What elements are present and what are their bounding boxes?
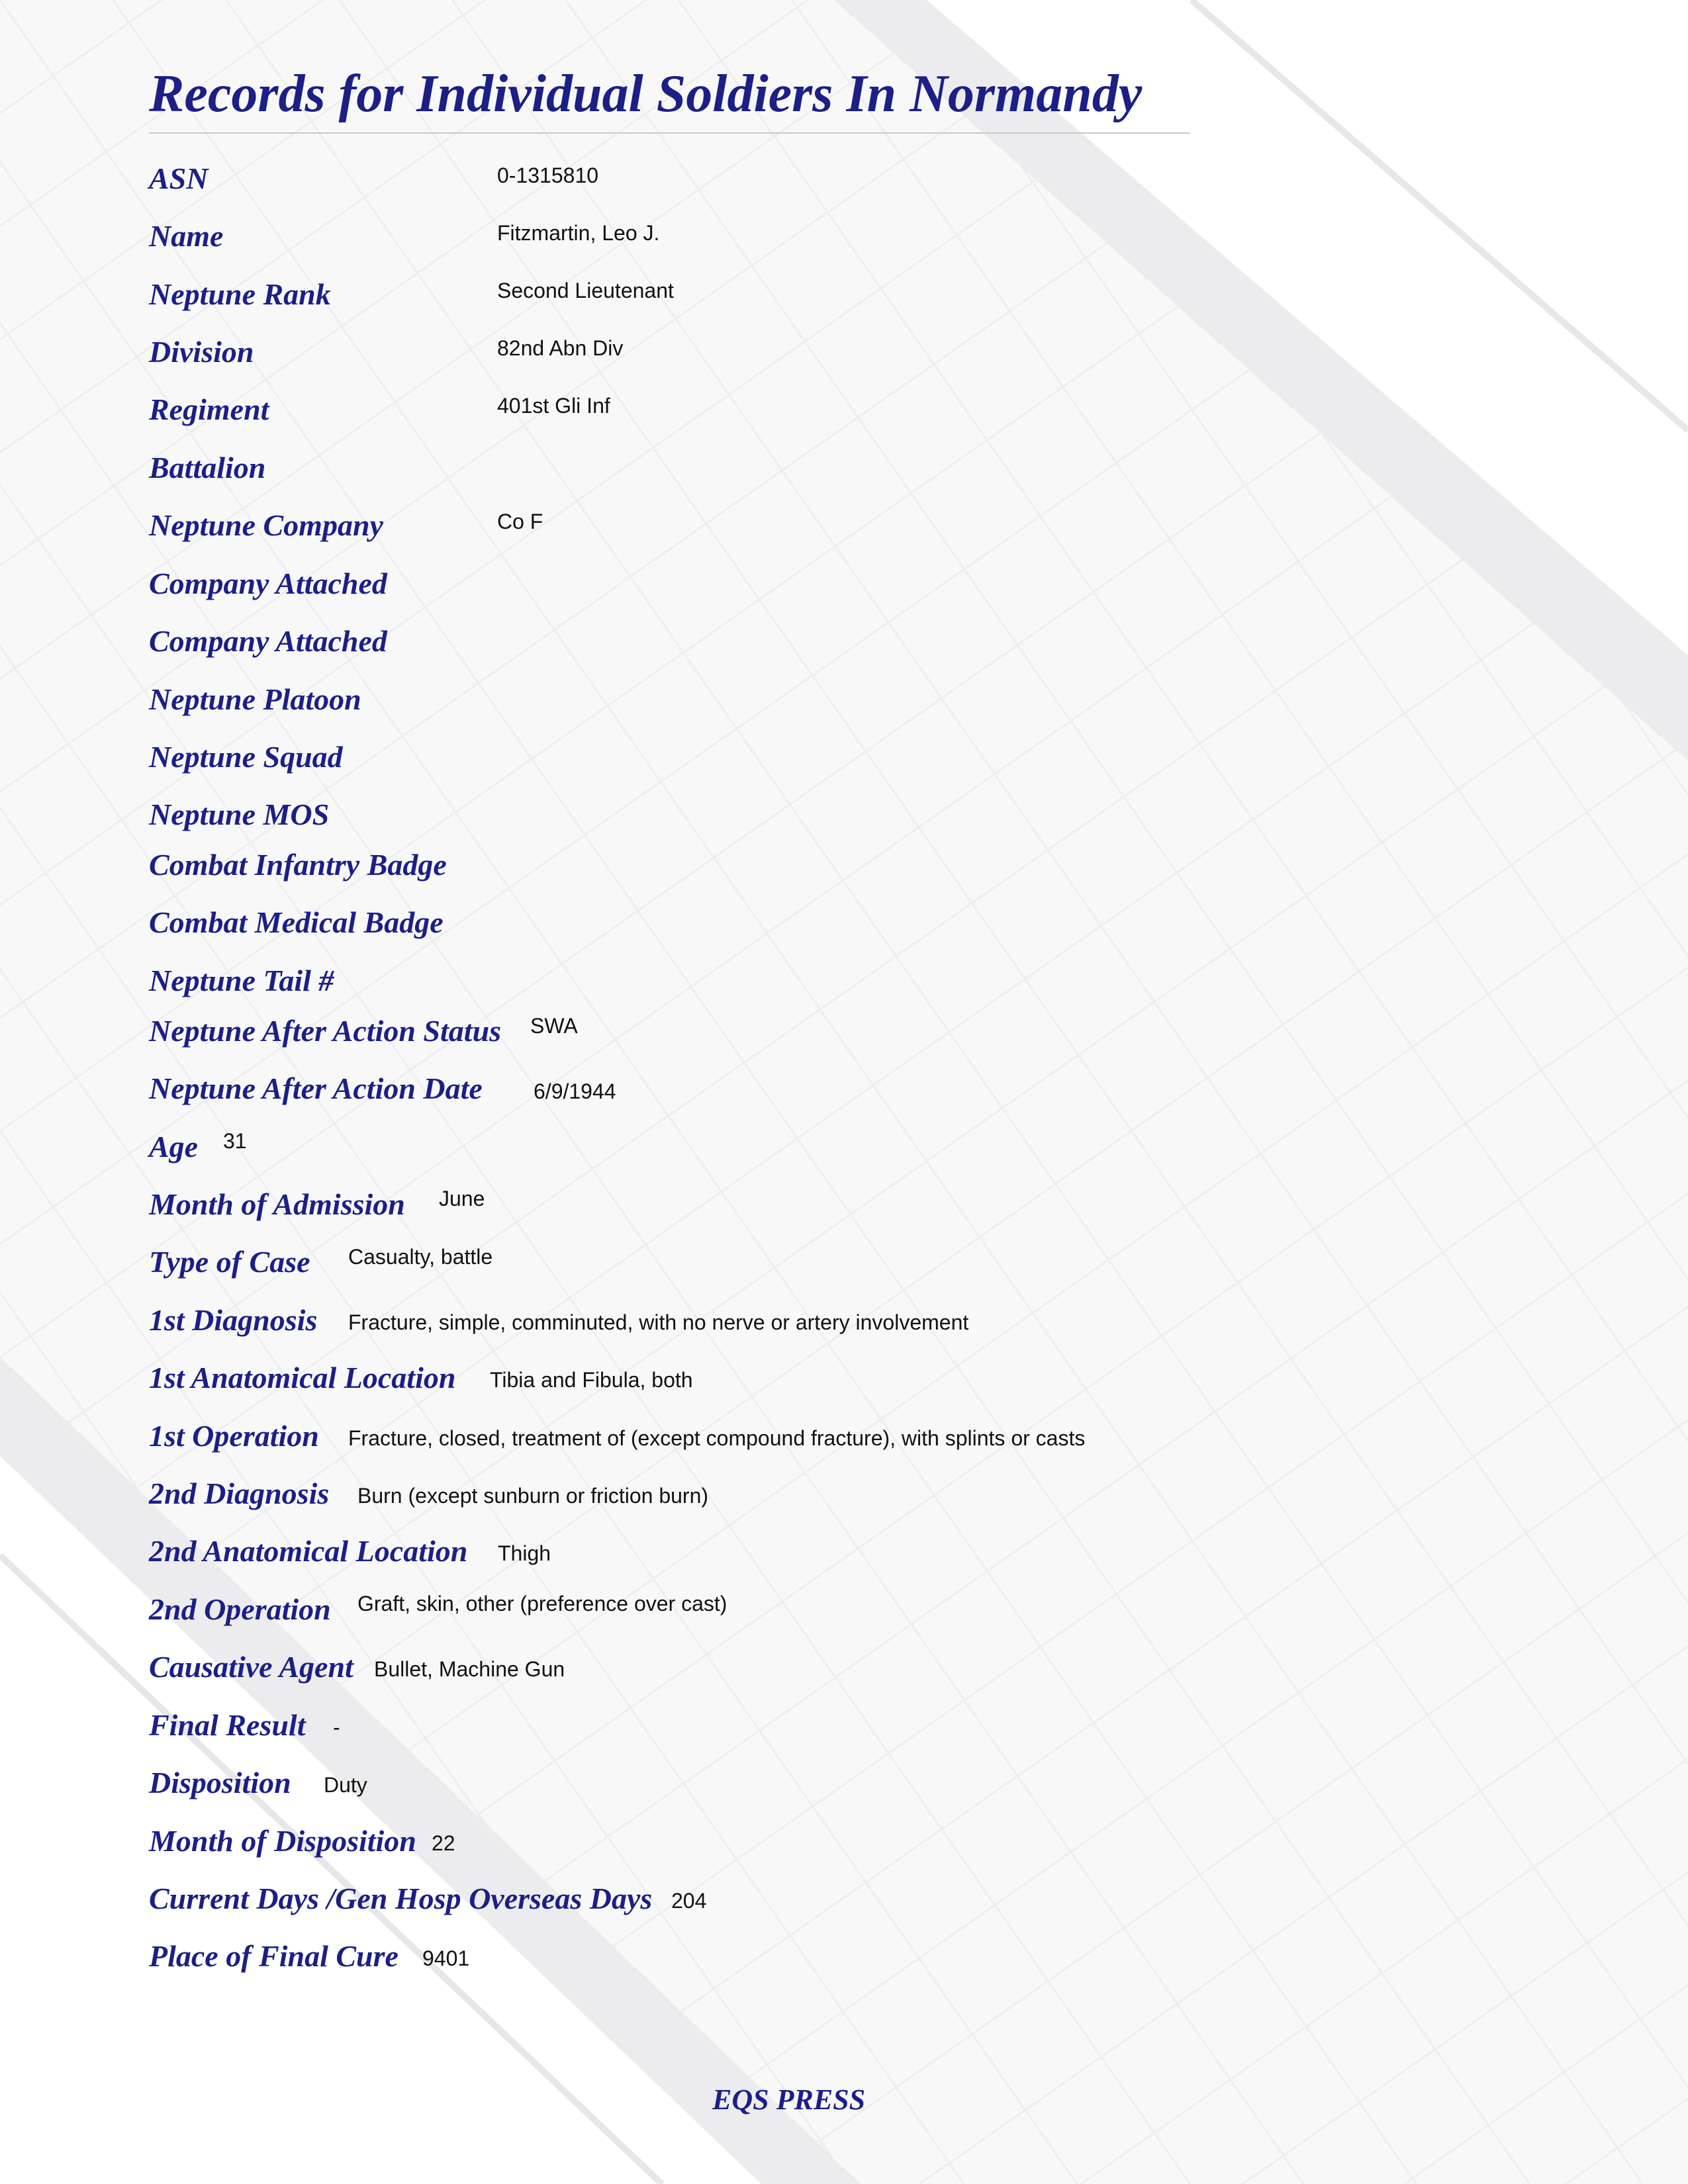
- field-label: 1st Operation: [149, 1419, 319, 1453]
- field-label: Name: [149, 219, 224, 253]
- field-label: Neptune Tail #: [149, 964, 334, 997]
- field-value: 31: [223, 1129, 247, 1153]
- field-value: June: [439, 1187, 485, 1210]
- field-label: Month of Admission: [149, 1187, 405, 1221]
- field-label: Battalion: [149, 451, 266, 484]
- field-value: Co F: [497, 510, 543, 533]
- field-value: 204: [671, 1889, 707, 1913]
- field-label: Regiment: [149, 392, 269, 426]
- field-label: Neptune Platoon: [149, 682, 361, 716]
- field-value: 82nd Abn Div: [497, 336, 624, 360]
- field-label: 2nd Anatomical Location: [149, 1534, 468, 1568]
- field-label: Neptune MOS: [149, 797, 330, 831]
- field-label: Place of Final Cure: [149, 1939, 399, 1973]
- field-label: Company Attached: [149, 624, 387, 658]
- field-label: 1st Anatomical Location: [149, 1361, 456, 1394]
- field-value: Graft, skin, other (preference over cast): [357, 1592, 727, 1615]
- field-value: 6/9/1944: [534, 1079, 616, 1103]
- title-divider: [149, 132, 1190, 134]
- field-label: Age: [149, 1130, 199, 1163]
- field-label: Disposition: [149, 1766, 291, 1799]
- field-value: Fracture, simple, comminuted, with no nerve or artery involvement: [348, 1310, 969, 1334]
- field-value: 9401: [422, 1946, 470, 1970]
- field-label: Company Attached: [149, 567, 387, 600]
- field-label: 2nd Operation: [149, 1592, 331, 1626]
- field-value: Casualty, battle: [348, 1245, 493, 1269]
- field-label: Combat Medical Badge: [149, 905, 444, 939]
- field-label: Neptune After Action Date: [149, 1071, 483, 1105]
- field-value: Fracture, closed, treatment of (except compound fracture), with splints or casts: [348, 1426, 1086, 1450]
- field-label: Current Days /Gen Hosp Overseas Days: [149, 1882, 653, 1915]
- field-label: Division: [149, 335, 254, 369]
- field-label: Type of Case: [149, 1245, 310, 1279]
- field-label: Neptune Squad: [149, 740, 343, 774]
- field-label: Final Result: [149, 1708, 306, 1742]
- field-value: -: [333, 1715, 340, 1739]
- field-label: Neptune Company: [149, 508, 383, 542]
- publisher-footer: EQS PRESS: [712, 2083, 866, 2116]
- page-title: Records for Individual Soldiers In Normandy: [149, 65, 1143, 123]
- field-label: 1st Diagnosis: [149, 1303, 318, 1337]
- field-value: 22: [432, 1831, 455, 1855]
- field-value: Burn (except sunburn or friction burn): [357, 1484, 709, 1508]
- field-value: Bullet, Machine Gun: [374, 1657, 565, 1681]
- field-value: 401st Gli Inf: [497, 394, 610, 418]
- field-label: ASN: [149, 161, 209, 195]
- field-label: Neptune After Action Status: [149, 1014, 502, 1048]
- field-label: Combat Infantry Badge: [149, 848, 447, 882]
- field-value: Thigh: [498, 1541, 551, 1565]
- field-label: Causative Agent: [149, 1650, 353, 1684]
- field-value: Duty: [324, 1773, 367, 1797]
- field-value: Second Lieutenant: [497, 279, 674, 302]
- field-value: 0-1315810: [497, 163, 599, 187]
- field-label: Neptune Rank: [149, 277, 331, 311]
- field-value: SWA: [530, 1014, 578, 1038]
- field-label: Month of Disposition: [149, 1824, 416, 1858]
- field-label: 2nd Diagnosis: [149, 1477, 330, 1510]
- field-value: Fitzmartin, Leo J.: [497, 221, 660, 245]
- field-value: Tibia and Fibula, both: [490, 1368, 693, 1392]
